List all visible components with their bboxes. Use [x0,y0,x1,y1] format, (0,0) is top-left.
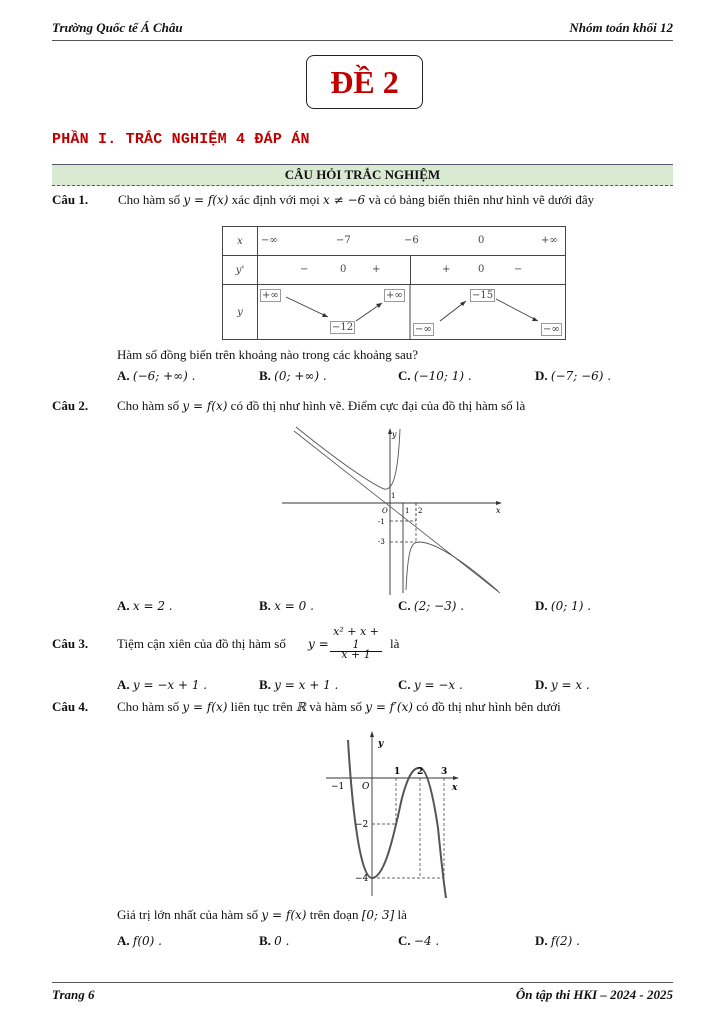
vt-sign-2: + [372,264,381,275]
q2-option-c: C. (2; −3) . [398,598,465,613]
vt-x-1: −7 [336,235,351,246]
footer-divider [52,982,673,983]
q4-tick-ym2: −2 [355,820,369,830]
q2-option-a: A. x = 2 . [117,598,173,613]
q1-question: Hàm số đồng biến trên khoảng nào trong các khoảng sau? [117,347,419,362]
part-heading: PHẦN I. TRẮC NGHIỆM 4 ĐÁP ÁN [52,131,310,148]
q4-x-axis-label: x [452,783,458,793]
q1-option-a: A. (−6; +∞) . [117,368,196,383]
q2-tick-x2: 2 [418,507,423,515]
q4-tick-x2: 2 [417,767,424,777]
q2-tick-y1: 1 [391,492,396,500]
vt-discontinuity-line [410,256,411,285]
variation-table [222,226,566,340]
q4-tick-x3: 3 [441,767,448,777]
q4-tick-ym4: −4 [355,874,369,884]
footer-page: Trang 6 [52,987,95,1002]
q3-expr-lhs: y = [308,637,329,651]
q4-option-b: B. 0 . [259,933,290,948]
q4-graph [322,728,464,900]
q1-text-b: xác định với mọi [231,192,320,207]
vt-y-3: −∞ [415,324,432,335]
q4-question: Giá trị lớn nhất của hàm số y = f(x) trên đoạn [0; 3] là [117,907,407,922]
vt-y-label: y [223,285,258,340]
q2-stem: Cho hàm số y = f(x) có đồ thị như hình vẽ. Điểm cực đại của đồ thị hàm số là [117,398,526,413]
q2-option-b: B. x = 0 . [259,598,314,613]
q2-tick-ym1: -1 [378,518,385,526]
q3-option-a: A. y = −x + 1 . [117,677,208,692]
q1-expr-b: x ≠ −6 [323,193,366,207]
q1-text-c: và có bảng biến thiên như hình vẽ dưới đây [368,192,595,207]
q4-stem: Cho hàm số y = f(x) liên tục trên ℝ và hàm số y = f′(x) có đồ thị như hình bên dưới [117,699,561,714]
vt-sign-4: 0 [478,264,485,275]
q2-x-axis-label: x [496,506,501,515]
q1-option-b: B. (0; +∞) . [259,368,327,383]
vt-y-0: +∞ [262,290,279,301]
vt-sign-0: − [300,264,309,275]
q2-origin-label: O [382,507,388,515]
header-group: Nhóm toán khối 12 [569,20,673,35]
vt-x-2: −6 [404,235,419,246]
q3-option-d: D. y = x . [535,677,590,692]
vt-yp-label: y' [223,256,258,285]
q1-text-a: Cho hàm số [118,192,181,207]
vt-x-0: −∞ [261,235,278,246]
header-school: Trường Quốc tế Á Châu [52,20,183,35]
q4-option-a: A. f(0) . [117,933,162,948]
q2-y-axis-label: y [392,430,397,439]
q2-tick-x1: 1 [405,507,410,515]
q3-label: Câu 3. [52,636,89,651]
footer-course: Ôn tập thi HKI – 2024 - 2025 [515,987,673,1002]
q3-numerator: x² + x + 1 [330,625,382,652]
vt-x-3: 0 [478,235,485,246]
q2-tick-ym3: -3 [378,538,385,546]
q2-graph [278,425,508,597]
header-divider [52,40,673,41]
q1-stem [118,192,594,208]
q4-tick-xm1: −1 [331,782,345,792]
vt-x-label: x [223,227,258,256]
q4-origin-label: O [362,782,370,792]
q3-text-a: Tiệm cận xiên của đồ thị hàm số [117,636,286,651]
q3-option-c: C. y = −x . [398,677,463,692]
q2-label: Câu 2. [52,398,89,413]
vt-x-4: +∞ [541,235,558,246]
q1-option-d: D. (−7; −6) . [535,368,612,383]
section-band: CÂU HỎI TRẮC NGHIỆM [52,164,673,186]
vt-y-1: −12 [332,322,354,333]
q4-option-d: D. f(2) . [535,933,580,948]
q4-label: Câu 4. [52,699,89,714]
q1-option-c: C. (−10; 1) . [398,368,472,383]
vt-y-2: +∞ [386,290,403,301]
q1-label: Câu 1. [52,192,89,207]
q3-text-b: là [390,636,400,651]
vt-y-4: −15 [472,290,494,301]
vt-arrows [258,285,565,340]
q4-option-c: C. −4 . [398,933,440,948]
exam-title: ĐỀ 2 [306,55,423,109]
q1-expr-a: y = f(x) [183,193,229,207]
q4-tick-x1: 1 [394,767,401,777]
q3-denominator: x + 1 [341,648,371,661]
vt-y-5: −∞ [543,324,560,335]
vt-sign-3: + [442,264,451,275]
q2-option-d: D. (0; 1) . [535,598,592,613]
q3-option-b: B. y = x + 1 . [259,677,339,692]
vt-sign-1: 0 [340,264,347,275]
vt-sign-5: − [514,264,523,275]
q4-y-axis-label: y [378,739,384,749]
